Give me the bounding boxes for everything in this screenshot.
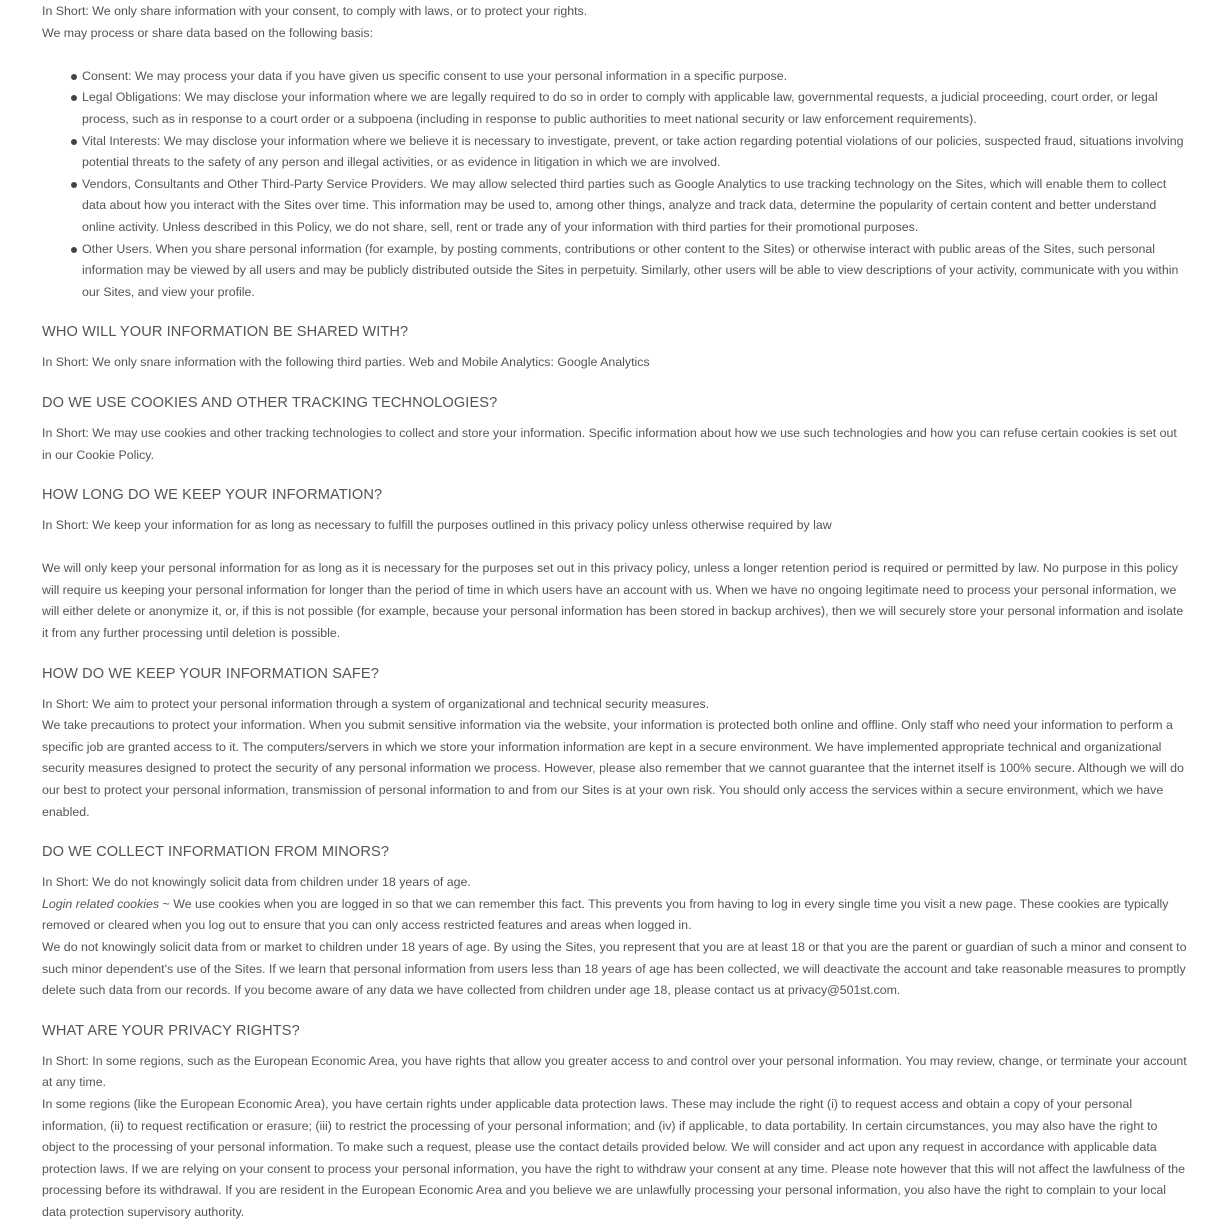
section-cookies — [42, 393, 1187, 466]
sharing-basis-list — [42, 66, 1187, 304]
security-body: We take precautions to protect your information. When you submit sensitive information via the website, your information is protected both online and offline. Only staff who need your information to perform a specific job are granted access to it. The computers/servers in which we store your information information are kept in a secure environment. We have implemented appropriate technical and organizational security measures designed to protect the security of any personal information we process. However, please also remember that we cannot guarantee that the internet itself is 100% secure. Although we will do our best to protect your personal information, transmission of personal information to and from our Sites is at your own risk. You should only access the services within a secure environment, which we have enabled. — [42, 718, 1184, 819]
minors-in-short: In Short: We do not knowingly solicit data from children under 18 years of age. — [42, 875, 471, 890]
section-privacy-rights — [42, 1021, 1187, 1224]
shared-in-short: In Short: We only snare information with the following third parties. Web and Mobile Analytics: Google Analytics — [42, 355, 650, 370]
rights-in-short: In Short: In some regions, such as the European Economic Area, you have rights that allow you greater access to and control over your personal information. You may review, change, or terminate your account at any time. — [42, 1053, 1187, 1090]
heading-retention: HOW LONG DO WE KEEP YOUR INFORMATION? — [42, 487, 383, 504]
login-cookies-text: ~ We use cookies when you are logged in so that we can remember this fact. This prevents you from having to log in every single time you visit a new page. These cookies are typically removed or cleared when you log out to ensure that you can only access restricted features and areas when logged in. — [42, 896, 1169, 933]
minors-body: We do not knowingly solicit data from or market to children under 18 years of age. By using the Sites, you represent that you are at least 18 or that you are the parent or guardian of such a minor and consent to such minor dependent's use of the Sites. If we learn that personal information from users less than 18 years of age has been collected, we will deactivate the account and take reasonable measures to promptly delete such data from our records. If you become aware of any data we have collected from children under age 18, please contact us at privacy@501st.com. — [42, 940, 1187, 998]
list-item-other-users: Other Users. When you share personal information (for example, by posting comments, contributions or other content to the Sites) or otherwise interact with public areas of the Sites, such personal information may be viewed by all users and may be publicly distributed outside the Sites in perpetuity. Similarly, other users will be able to view descriptions of your activity, communicate with you within our Sites, and view your profile. — [82, 239, 1187, 304]
heading-shared-with: WHO WILL YOUR INFORMATION BE SHARED WITH? — [42, 324, 409, 341]
list-item-vendors: Vendors, Consultants and Other Third-Party Service Providers. We may allow selected third parties such as Google Analytics to use tracking technology on the Sites, which will enable them to collect data about how you interact with the Sites over time. This information may be used to, among other things, analyze and track data, determine the popularity of certain content and better understand online activity. Unless described in this Policy, we do not share, sell, rent or trade any of your information with third parties for their promotional purposes. — [82, 174, 1187, 239]
section-sharing-basis — [42, 1, 1187, 303]
retention-body: We will only keep your personal information for as long as it is necessary for the purposes set out in this privacy policy, unless a longer retention period is required or permitted by law. No purpose in this policy will require us keeping your personal information for longer than the period of time in which users have an account with us. When we have no ongoing legitimate need to process your personal information, we will either delete or anonymize it, or, if this is not possible (for example, because your personal information has been stored in backup archives), then we will securely store your personal information and isolate it from any further processing until deletion is possible. — [42, 561, 1184, 641]
rights-body: In some regions (like the European Economic Area), you have certain rights under applicable data protection laws. These may include the right (i) to request access and obtain a copy of your personal information, (ii) to request rectification or erasure; (iii) to restrict the processing of your personal information; and (iv) if applicable, to data portability. In certain circumstances, you may also have the right to object to the processing of your personal information. To make such a request, please use the contact details provided below. We will consider and act upon any request in accordance with applicable data protection laws. If we are relying on your consent to process your personal information, you have the right to withdraw your consent at any time. Please note however that this will not affect the lawfulness of the processing before its withdrawal. If you are resident in the European Economic Area and you believe we are unlawfully processing your personal information, you also have the right to complain to your local data protection supervisory authority. — [42, 1096, 1186, 1219]
list-item-consent: Consent: We may process your data if you have given us specific consent to use your personal information in a specific purpose. — [82, 66, 1187, 88]
retention-in-short: In Short: We keep your information for as long as necessary to fulfill the purposes outlined in this privacy policy unless otherwise required by law — [42, 518, 832, 533]
section-minors — [42, 842, 1187, 1002]
list-item-legal-obligations: Legal Obligations: We may disclose your information where we are legally required to do so in order to comply with applicable law, governmental requests, a judicial proceeding, court order, or legal process, such as in response to a court order or a subpoena (including in response to public authorities to meet national security or law enforcement requirements). — [82, 87, 1187, 130]
sharing-in-short: In Short: We only share information with your consent, to comply with laws, or to protect your rights. — [42, 4, 588, 18]
heading-security: HOW DO WE KEEP YOUR INFORMATION SAFE? — [42, 665, 379, 682]
section-shared-with — [42, 322, 1187, 374]
heading-cookies: DO WE USE COOKIES AND OTHER TRACKING TECHNOLOGIES? — [42, 394, 498, 411]
sharing-basis-intro: We may process or share data based on the following basis: — [42, 25, 374, 40]
section-retention — [42, 485, 1187, 645]
security-in-short: In Short: We aim to protect your personal information through a system of organizational and technical security measures. — [42, 696, 710, 711]
heading-privacy-rights: WHAT ARE YOUR PRIVACY RIGHTS? — [42, 1022, 300, 1039]
privacy-policy-content — [42, 1, 1187, 1224]
list-item-vital-interests: Vital Interests: We may disclose your information where we believe it is necessary to investigate, prevent, or take action regarding potential violations of our policies, suspected fraud, situations involving potential threats to the safety of any person and illegal activities, or as evidence in litigation in which we are involved. — [82, 131, 1187, 174]
login-cookies-label: Login related cookies — [42, 896, 160, 911]
cookies-in-short: In Short: We may use cookies and other tracking technologies to collect and store your information. Specific information about how we use such technologies and how you can refuse certain cookies is set out in our Cookie Policy. — [42, 425, 1177, 462]
section-security — [42, 664, 1187, 824]
heading-minors: DO WE COLLECT INFORMATION FROM MINORS? — [42, 844, 390, 861]
login-cookies-paragraph — [42, 894, 1187, 937]
